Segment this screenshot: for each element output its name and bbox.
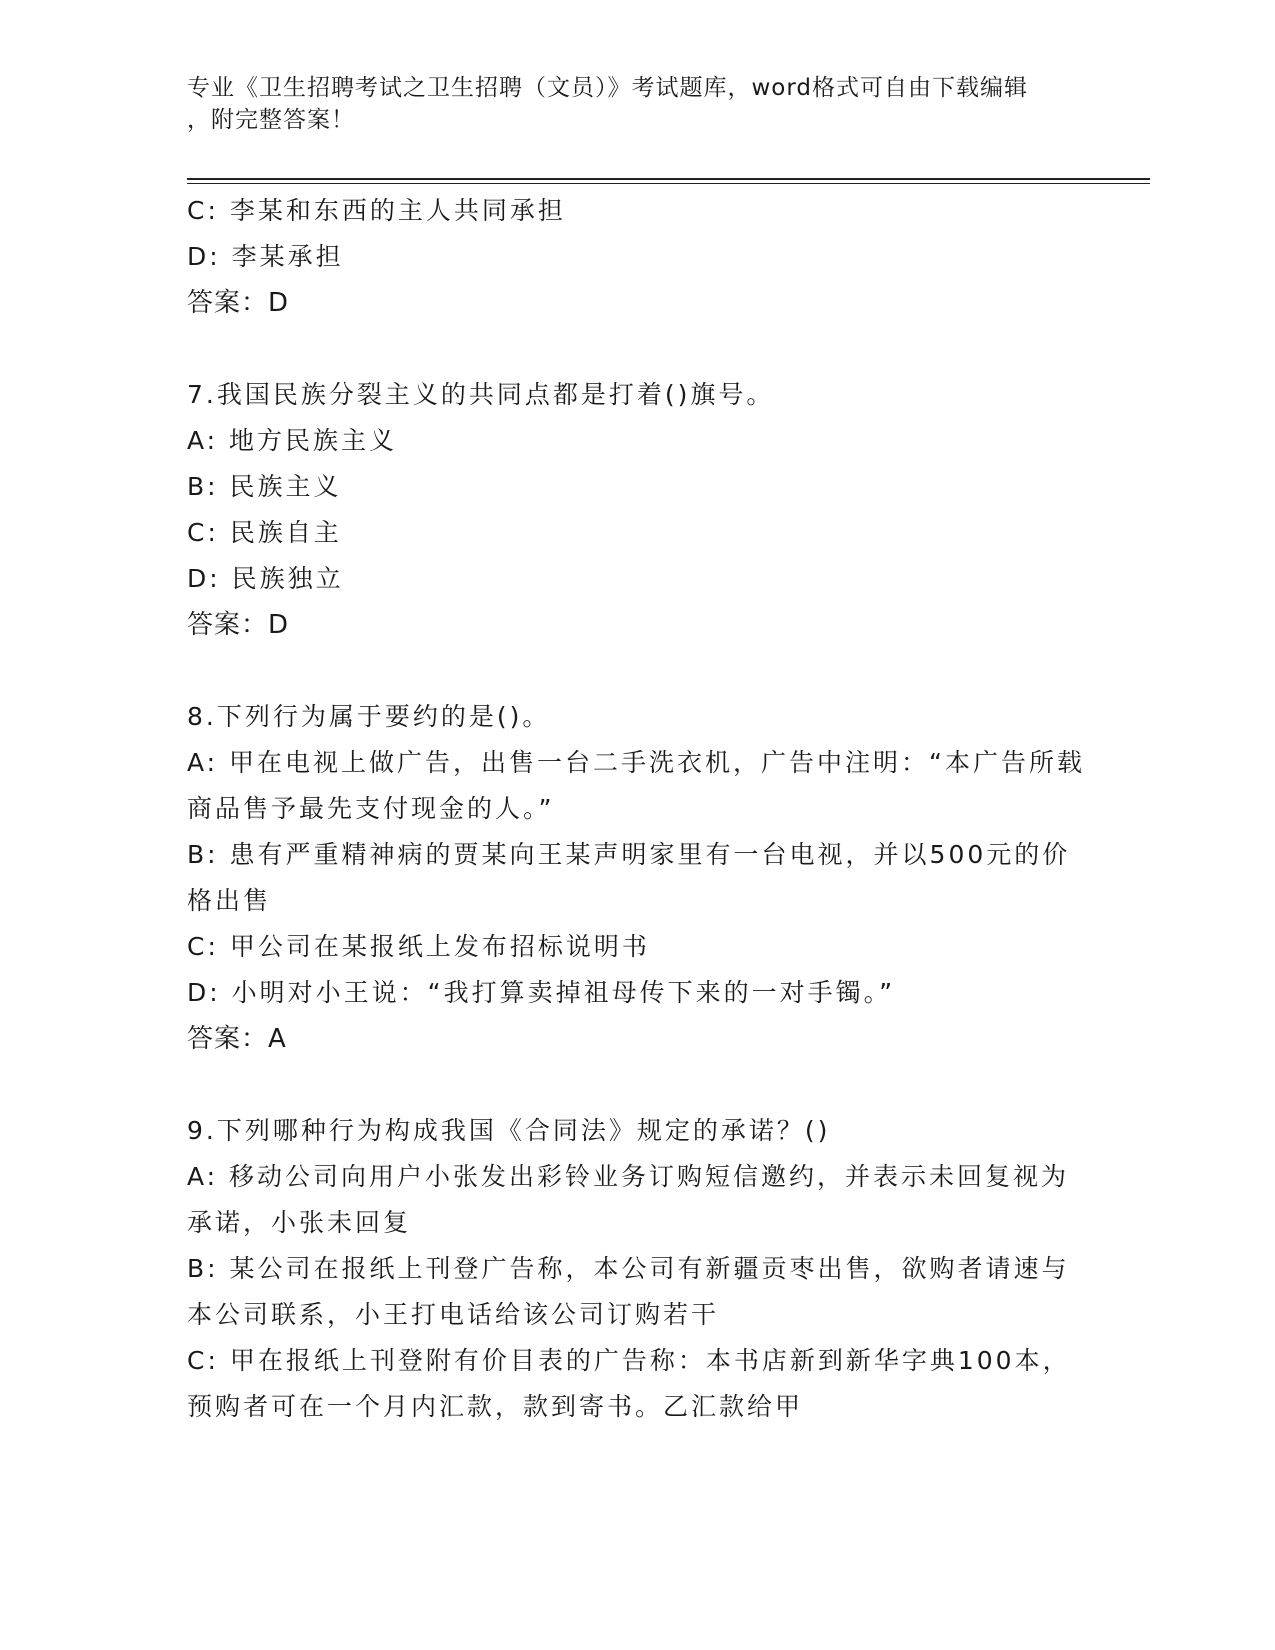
answer-line: 答案：D	[187, 610, 290, 640]
option-label: D:	[187, 242, 221, 271]
option-a	[187, 418, 1087, 464]
option-c	[187, 1338, 1087, 1430]
spacer	[187, 1062, 1087, 1108]
question-list	[187, 188, 1087, 1430]
question-stem: 8.下列行为属于要约的是()。	[187, 702, 551, 731]
option-text: 李某承担	[231, 242, 344, 271]
option-label: C:	[187, 1346, 219, 1375]
option-text: 民族自主	[229, 518, 342, 547]
option-d	[187, 556, 1087, 602]
option-c	[187, 510, 1087, 556]
option-text: 甲在电视上做广告，出售一台二手洗衣机，广告中注明：“本广告所载商品售予最先支付现金的人。”	[187, 748, 1086, 823]
option-text: 地方民族主义	[229, 426, 398, 455]
document-header	[187, 72, 1067, 136]
option-label: D:	[187, 564, 221, 593]
answer-line: 答案：A	[187, 1024, 287, 1054]
option-c	[187, 188, 1087, 234]
option-label: D:	[187, 978, 221, 1007]
option-a	[187, 740, 1087, 832]
option-text: 小明对小王说：“我打算卖掉祖母传下来的一对手镯。”	[231, 978, 896, 1007]
option-label: C:	[187, 196, 219, 225]
option-label: C:	[187, 518, 219, 547]
option-text: 患有严重精神病的贾某向王某声明家里有一台电视，并以500元的价格出售	[187, 840, 1071, 915]
option-label: A:	[187, 748, 219, 777]
header-line-2: ，附完整答案！	[187, 107, 355, 133]
option-text: 甲在报纸上刊登附有价目表的广告称：本书店新到新华字典100本，预购者可在一个月内汇款，款到寄书。乙汇款给甲	[187, 1346, 1071, 1421]
option-label: A:	[187, 1162, 219, 1191]
option-text: 甲公司在某报纸上发布招标说明书	[229, 932, 650, 961]
header-divider-thick	[187, 178, 1150, 180]
option-b	[187, 464, 1087, 510]
option-label: C:	[187, 932, 219, 961]
option-b	[187, 832, 1087, 924]
option-label: B:	[187, 840, 219, 869]
option-text: 民族独立	[231, 564, 344, 593]
header-line-1: 专业《卫生招聘考试之卫生招聘（文员）》考试题库，word格式可自由下载编辑	[187, 75, 1029, 101]
option-label: B:	[187, 472, 219, 501]
spacer	[187, 648, 1087, 694]
option-text: 某公司在报纸上刊登广告称，本公司有新疆贡枣出售，欲购者请速与本公司联系，小王打电话给该公司订购若干	[187, 1254, 1070, 1329]
option-d	[187, 970, 1087, 1016]
option-label: B:	[187, 1254, 219, 1283]
option-b	[187, 1246, 1087, 1338]
option-d	[187, 234, 1087, 280]
question-stem: 7.我国民族分裂主义的共同点都是打着()旗号。	[187, 380, 775, 409]
option-a	[187, 1154, 1087, 1246]
question-stem: 9.下列哪种行为构成我国《合同法》规定的承诺？()	[187, 1116, 831, 1145]
option-text: 移动公司向用户小张发出彩铃业务订购短信邀约，并表示未回复视为承诺，小张未回复	[187, 1162, 1070, 1237]
header-divider-thin	[187, 183, 1150, 184]
option-text: 李某和东西的主人共同承担	[229, 196, 566, 225]
answer-line: 答案：D	[187, 288, 290, 318]
option-c	[187, 924, 1087, 970]
option-text: 民族主义	[229, 472, 342, 501]
spacer	[187, 326, 1087, 372]
option-label: A:	[187, 426, 219, 455]
